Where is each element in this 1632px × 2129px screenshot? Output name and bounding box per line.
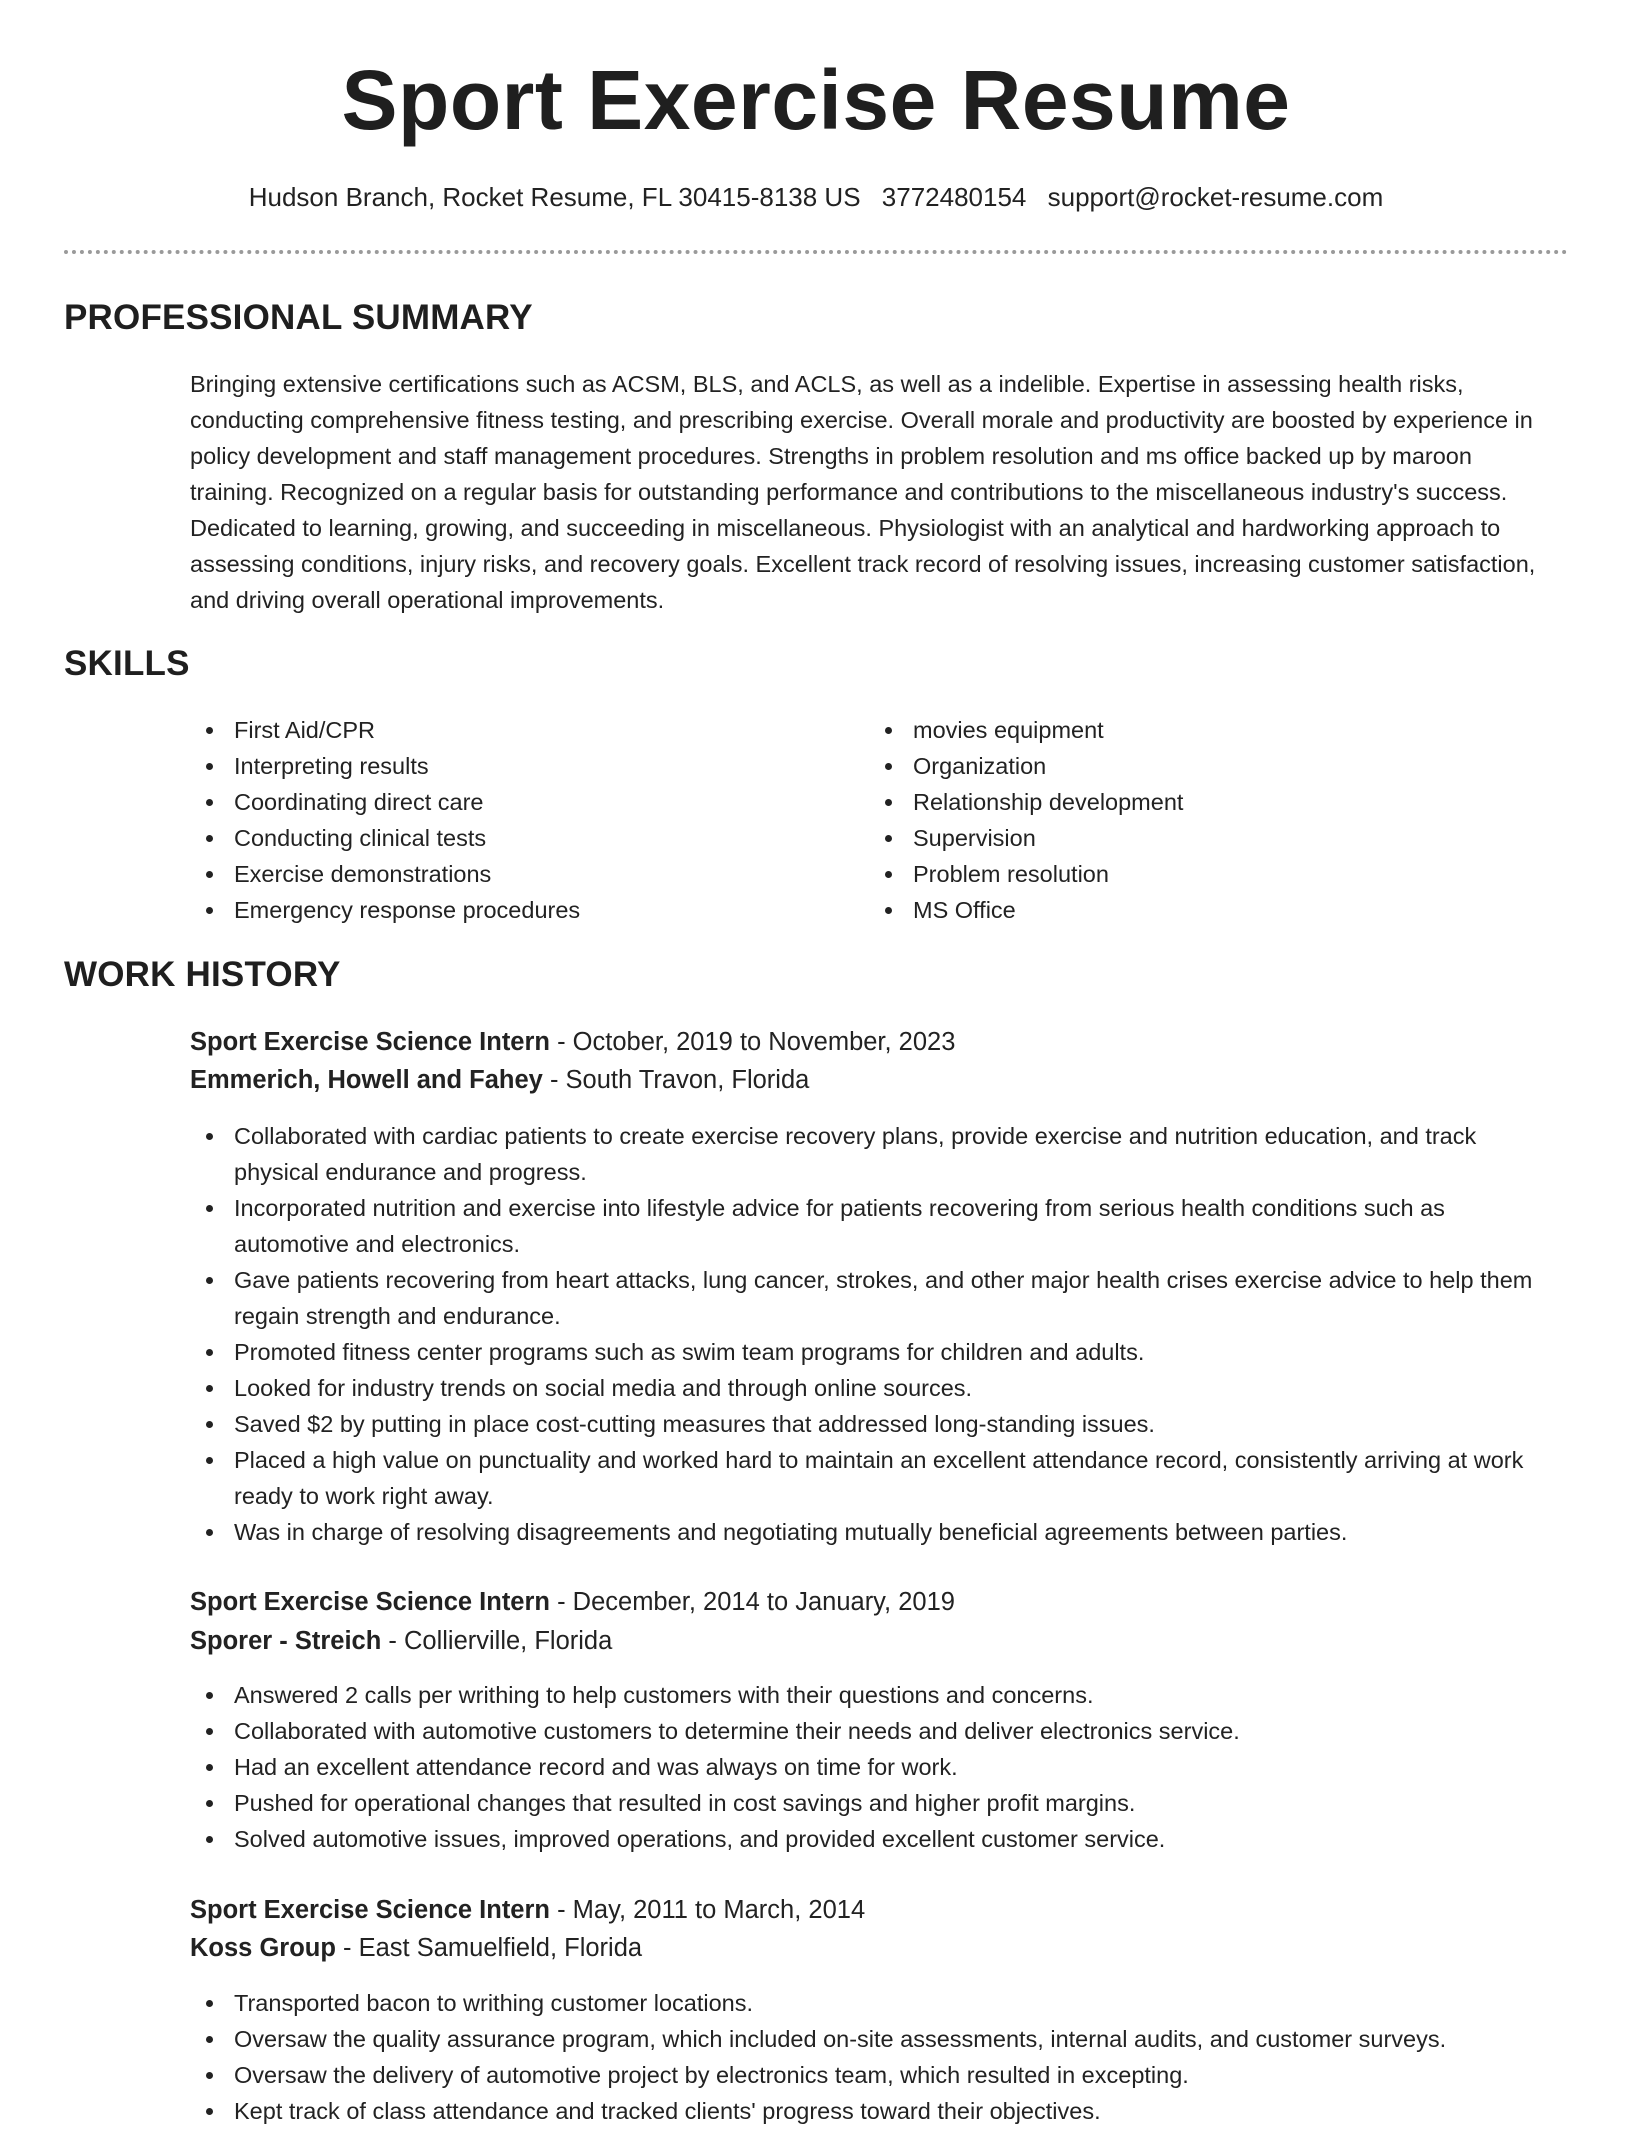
job-duty: Oversaw the quality assurance program, which included on-site assessments, internal audits, and customer surveys. [190,2021,1560,2057]
job-duty: Promoted fitness center programs such as swim team programs for children and adults. [190,1334,1560,1370]
skill-item: Emergency response procedures [190,892,580,928]
job-location: - East Samuelfield, Florida [335,1934,643,1962]
skill-item: First Aid/CPR [190,712,580,748]
job-duty: Transported bacon to writhing customer locations. [190,1985,1560,2021]
skill-item: Exercise demonstrations [190,856,580,892]
header-divider [64,250,1568,254]
job-title-line [190,1891,865,1929]
job-duty: Pushed for operational changes that resulted in cost savings and higher profit margins. [190,1785,1560,1821]
job-duty: Gave patients recovering from heart attacks, lung cancer, strokes, and other major health crises exercise advice to help them regain strength and endurance. [190,1262,1560,1334]
job-company: Sporer - Streich [190,1627,382,1655]
summary-text: Bringing extensive certifications such as ACSM, BLS, and ACLS, as well as a indelible. Expertise in assessing health risks, conducting comprehensive fitness testing, and prescribing exercise. Overall morale and productivity are boosted by experience in policy development and staff management procedures. Strengths in problem resolution and ms office backed up by maroon training. Recognized on a regular basis for outstanding performance and contributions to the miscellaneous industry's success. Dedicated to learning, growing, and succeeding in miscellaneous. Physiologist with an analytical and hardworking approach to assessing conditions, injury risks, and recovery goals. Excellent track record of resolving issues, increasing customer satisfaction, and driving overall operational improvements. [190,371,1536,613]
job-duty: Collaborated with cardiac patients to create exercise recovery plans, provide exercise and nutrition education, and track physical endurance and progress. [190,1118,1560,1190]
job-dates: - October, 2019 to November, 2023 [550,1028,956,1056]
job-title: Sport Exercise Science Intern [190,1588,550,1616]
skill-item: Organization [869,748,1183,784]
job-duty: Placed a high value on punctuality and worked hard to maintain an excellent attendance record, consistently arriving at work ready to work right away. [190,1442,1560,1514]
skill-item: Conducting clinical tests [190,820,580,856]
contact-phone: 3772480154 [881,182,1027,212]
skills-list-right [869,712,1183,928]
job-location: - South Travon, Florida [542,1066,810,1094]
skill-item: Interpreting results [190,748,580,784]
skill-item: Coordinating direct care [190,784,580,820]
contact-line [0,182,1632,213]
job-company-line [190,1061,809,1099]
job-duties-list [190,1118,1560,1550]
job-title: Sport Exercise Science Intern [190,1896,550,1924]
job-dates: - December, 2014 to January, 2019 [550,1588,955,1616]
skills-list-left [190,712,580,928]
job-title-line [190,1583,955,1621]
job-duty: Saved $2 by putting in place cost-cutting measures that addressed long-standing issues. [190,1406,1560,1442]
job-company: Emmerich, Howell and Fahey [190,1066,543,1094]
job-company-line [190,1622,612,1660]
job-location: - Collierville, Florida [381,1627,613,1655]
skill-item: Relationship development [869,784,1183,820]
skill-item: Supervision [869,820,1183,856]
skill-item: MS Office [869,892,1183,928]
contact-address: Hudson Branch, Rocket Resume, FL 30415-8138 US [248,182,861,212]
job-company-line [190,1929,642,1967]
job-duty: Was in charge of resolving disagreements and negotiating mutually beneficial agreements between parties. [190,1514,1560,1550]
job-duties-list [190,1985,1560,2129]
job-company: Koss Group [190,1934,336,1962]
summary-heading: PROFESSIONAL SUMMARY [64,298,533,337]
job-duty: Incorporated nutrition and exercise into lifestyle advice for patients recovering from serious health conditions such as automotive and electronics. [190,1190,1560,1262]
job-duty: Collaborated with automotive customers to determine their needs and deliver electronics service. [190,1713,1560,1749]
job-dates: - May, 2011 to March, 2014 [550,1896,866,1924]
skill-item: movies equipment [869,712,1183,748]
job-title-line [190,1023,955,1061]
job-duty: Looked for industry trends on social media and through online sources. [190,1370,1560,1406]
resume-title: Sport Exercise Resume [341,53,1291,147]
job-duty: Had an excellent attendance record and was always on time for work. [190,1749,1560,1785]
job-duty: Oversaw the delivery of automotive project by electronics team, which resulted in excepting. [190,2057,1560,2093]
job-duty: Solved automotive issues, improved operations, and provided excellent customer service. [190,1821,1560,1857]
job-title: Sport Exercise Science Intern [190,1028,550,1056]
contact-email: support@rocket-resume.com [1047,182,1384,212]
work-heading: WORK HISTORY [64,955,341,994]
job-duty: Kept track of class attendance and tracked clients' progress toward their objectives. [190,2093,1560,2129]
job-duties-list [190,1677,1560,1857]
skills-heading: SKILLS [64,644,190,683]
job-duty: Answered 2 calls per writhing to help customers with their questions and concerns. [190,1677,1560,1713]
skill-item: Problem resolution [869,856,1183,892]
